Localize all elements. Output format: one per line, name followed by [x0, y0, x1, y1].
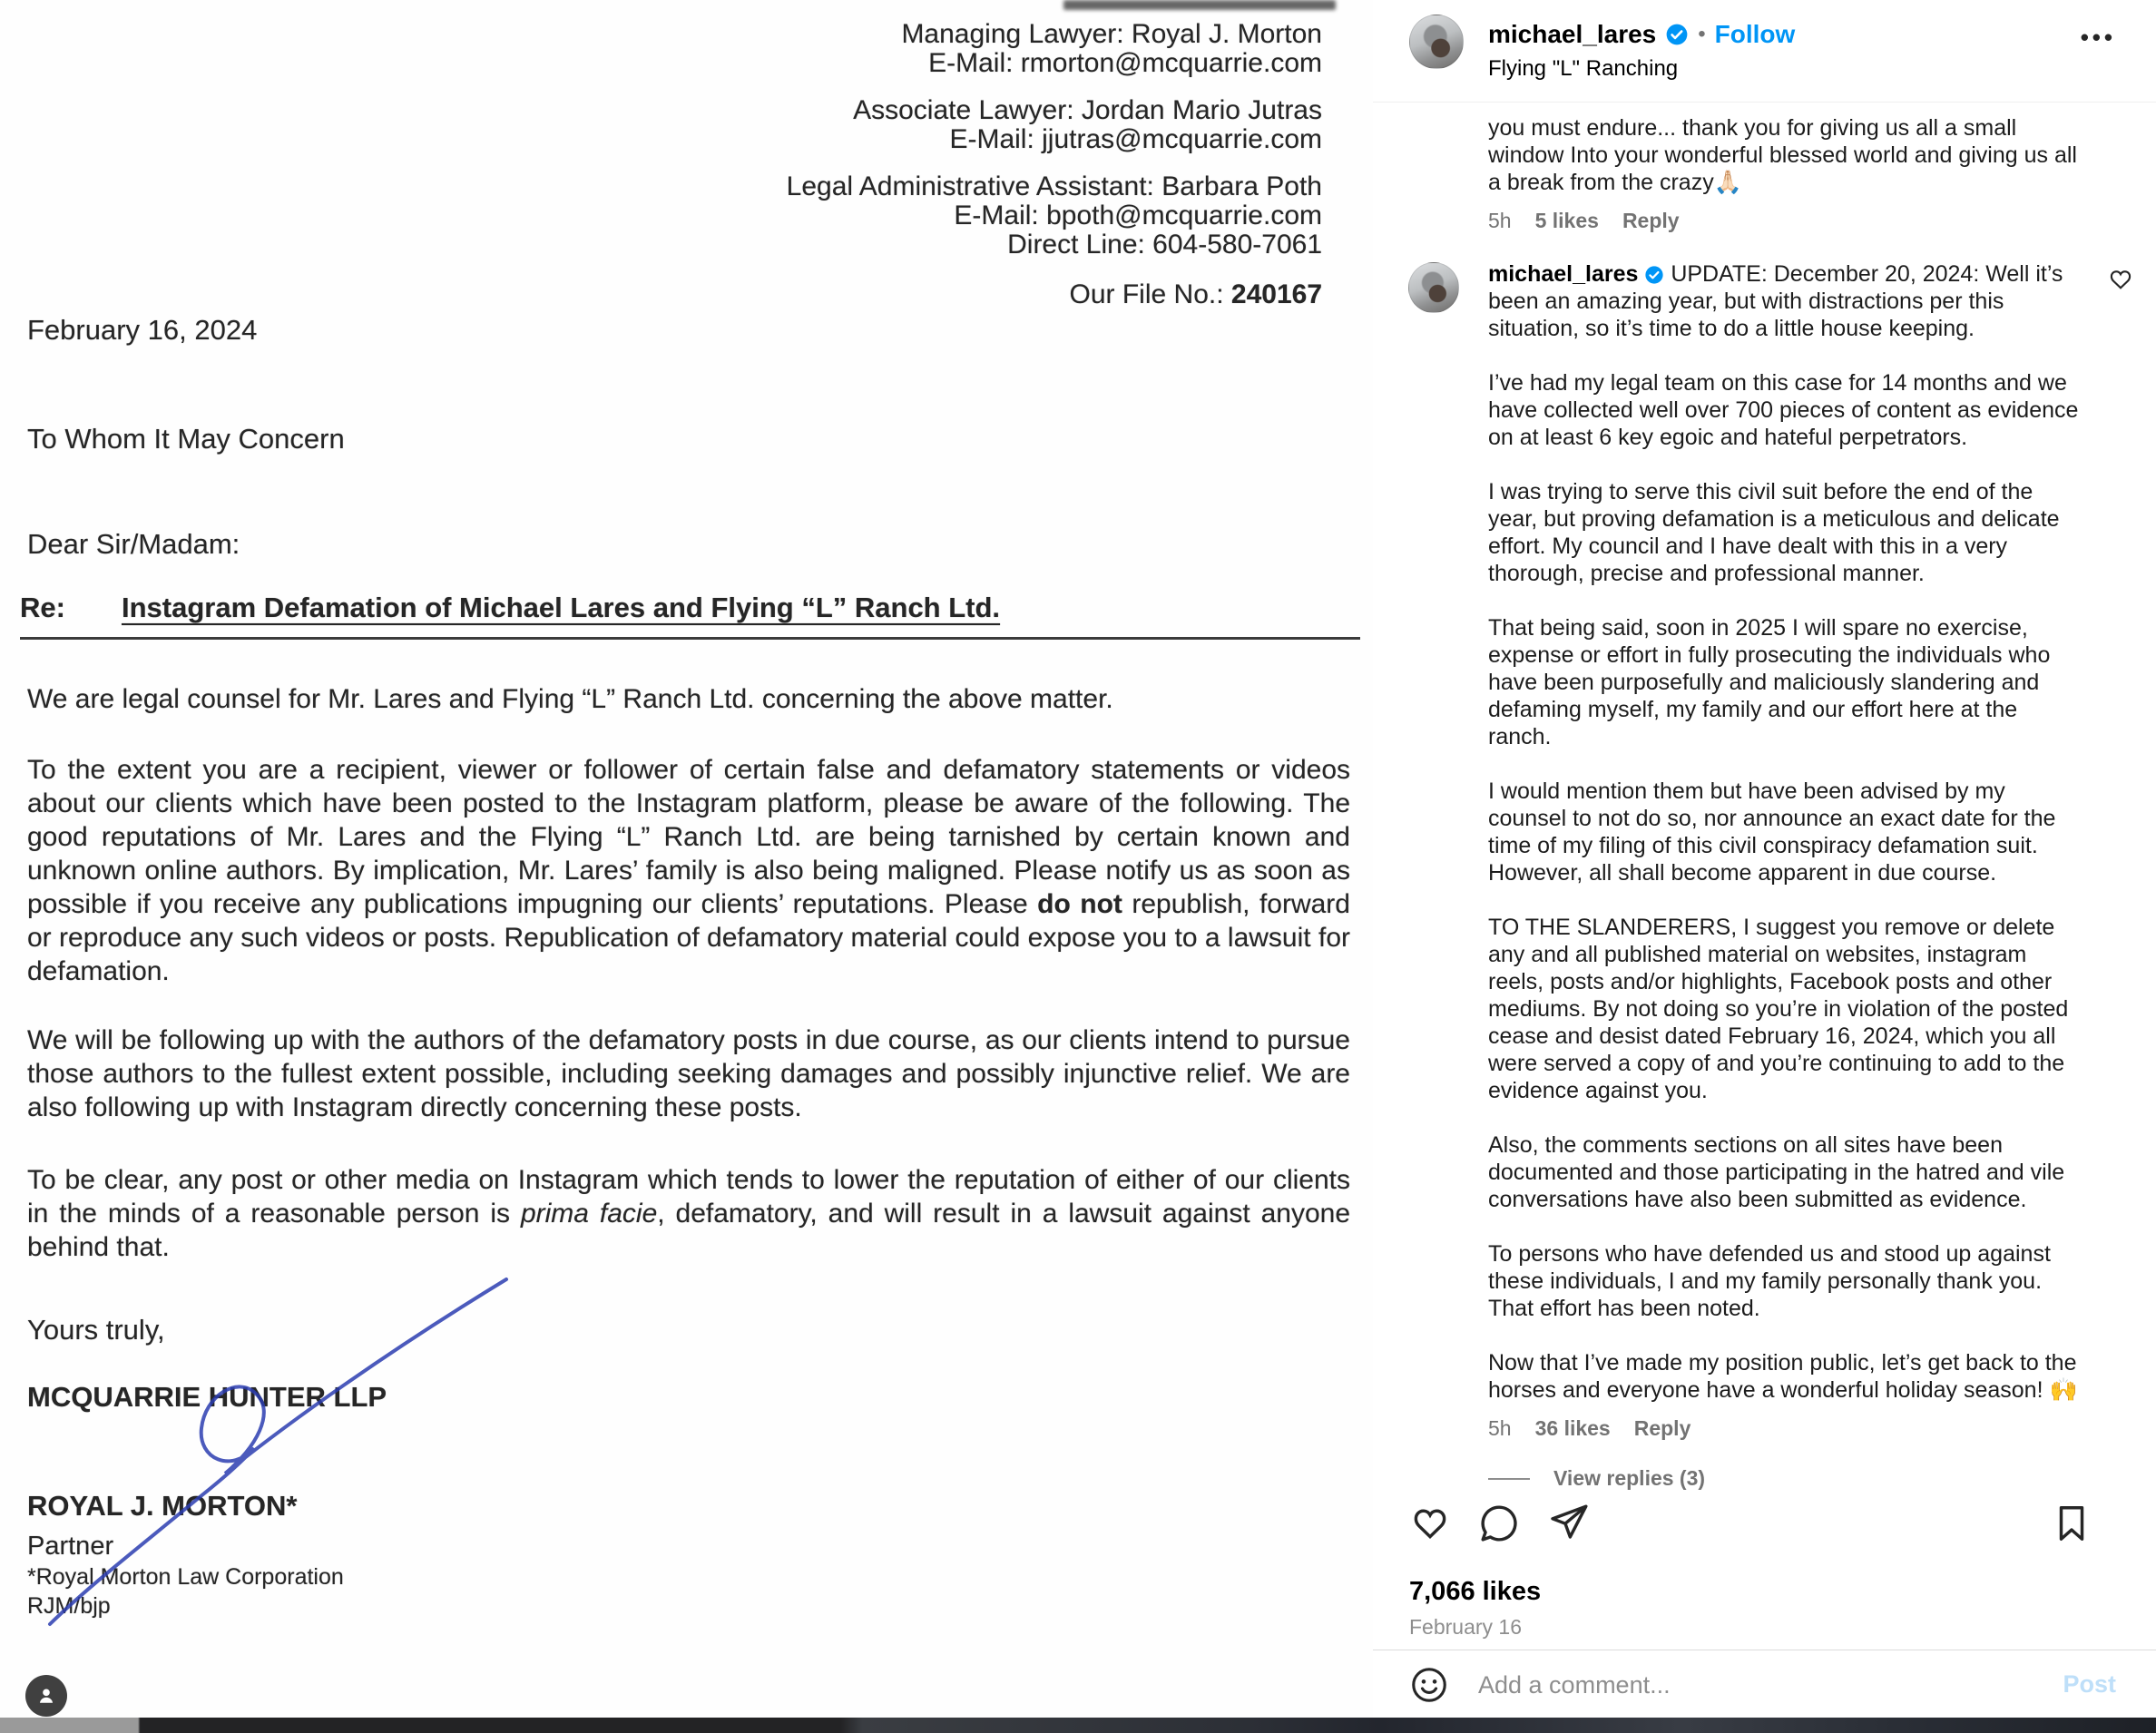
letter-associate-lawyer-email: E-Mail: jjutras@mcquarrie.com — [949, 124, 1322, 154]
verified-badge-icon — [1644, 265, 1664, 285]
letter-contact-block — [787, 20, 1322, 278]
share-plane-icon[interactable] — [1548, 1503, 1590, 1544]
letter-managing-lawyer-email: E-Mail: rmorton@mcquarrie.com — [928, 48, 1322, 78]
comment-time: 5h — [1488, 209, 1512, 232]
avatar[interactable] — [1409, 15, 1464, 69]
next-media-edge — [0, 1718, 2156, 1733]
comments-scroll-area[interactable] — [1373, 102, 2156, 1491]
letter-signer-name: ROYAL J. MORTON* — [27, 1490, 298, 1522]
comment-time: 5h — [1488, 1416, 1512, 1440]
comments-pane — [1373, 0, 2156, 1718]
letter-re-line — [20, 592, 1360, 640]
tagged-people-button[interactable] — [25, 1675, 67, 1717]
comment-reply-button[interactable]: Reply — [1633, 1416, 1691, 1440]
comment-paragraph: I’ve had my legal team on this case for 14 months and we have collected well over 700 pieces of content as evidence on at least 6 key egoic and hateful perpetrators. — [1488, 370, 2079, 450]
post-header — [1373, 0, 2156, 103]
emoji-smiley-icon[interactable] — [1409, 1665, 1449, 1705]
letter-associate-lawyer: Associate Lawyer: Jordan Mario Jutras — [853, 95, 1322, 125]
post-date: February 16 — [1409, 1615, 1523, 1639]
like-heart-icon[interactable] — [1409, 1503, 1451, 1544]
comment-bubble-icon[interactable] — [1478, 1503, 1520, 1544]
letter-paragraph-3: We will be following up with the authors of the defamatory posts in due course, as our clients intend to pursue those authors to the fullest extent possible, including seeking damages and possibly injunctive relief. We are also following up with Instagram directly concerning these posts. — [27, 1025, 1350, 1122]
letter-paragraph-2: To the extent you are a recipient, viewer or follower of certain false and defamatory statements or videos about our clients which have been posted to the Instagram platform, please be aware of the following. The good reputations of Mr. Lares and the Flying “L” Ranch Ltd. are being tarnished by certain known and unknown online authors. By implication, Mr. Lares’ family is also being maligned. Please notify us as soon as possible if you receive any publications impugning our clients’ reputations. Please do not republish, forward or reproduce any such videos or posts. Republication of defamatory material could expose you to a lawsuit for defamation. — [27, 755, 1350, 986]
comment-paragraph: Also, the comments sections on all sites have been documented and those participating in the hatred and vile conversations have also been submitted as evidence. — [1488, 1132, 2065, 1212]
letter-legal-assistant-email: E-Mail: bpoth@mcquarrie.com — [954, 201, 1322, 230]
follow-button[interactable]: Follow — [1714, 20, 1796, 48]
letter-paragraph-1: We are legal counsel for Mr. Lares and Flying “L” Ranch Ltd. concerning the above matter. — [27, 684, 1113, 714]
letter-closing: Yours truly, — [27, 1314, 165, 1346]
comment-text: you must endure... thank you for giving us all a small window Into your wonderful blessed world and giving us all a break from the crazy🙏🏻 — [1488, 115, 2077, 195]
letter-direct-line: Direct Line: 604-580-7061 — [1007, 230, 1322, 259]
comment-author-update — [1488, 260, 2111, 1491]
comment-paragraph: That being said, soon in 2025 I will spare no exercise, expense or effort in fully prosecuting the individuals who have been purposefully and maliciously slandering and defaming myself, my family and our effort here at the ranch. — [1488, 615, 2051, 749]
bookmark-icon[interactable] — [2051, 1503, 2092, 1544]
comment-likes[interactable]: 5 likes — [1534, 209, 1599, 232]
letter-firm-name: MCQUARRIE HUNTER LLP — [27, 1381, 387, 1413]
avatar[interactable] — [1408, 262, 1459, 313]
comment-likes[interactable]: 36 likes — [1534, 1416, 1611, 1440]
letter-re-label: Re: — [20, 592, 65, 623]
comment-paragraph: michael_lares UPDATE: December 20, 2024: Well it’s been an amazing year, but with distractions per this situation, so it’s time to do a little house keeping. — [1488, 261, 2063, 341]
verified-badge-icon — [1665, 23, 1689, 46]
letter-signer-note: *Royal Morton Law Corporation — [27, 1564, 344, 1590]
tagged-people-icon — [34, 1684, 58, 1708]
letter-file-number: Our File No.: 240167 — [1069, 279, 1322, 309]
letter-managing-lawyer: Managing Lawyer: Royal J. Morton — [901, 19, 1322, 49]
comment-composer — [1373, 1650, 2156, 1719]
more-options-icon[interactable]: ••• — [2080, 24, 2116, 51]
comment-paragraph: I would mention them but have been advised by my counsel to not do so, nor announce an exact date for the time of my filing of this civil conspiracy defamation suit. However, all shall become apparent in due course. — [1488, 778, 2056, 886]
letter-reference-initials: RJM/bjp — [27, 1593, 111, 1619]
view-replies-button[interactable]: View replies (3) — [1488, 1466, 2111, 1491]
letter-signer-title: Partner — [27, 1532, 114, 1561]
likes-count[interactable]: 7,066 likes — [1409, 1577, 1542, 1606]
add-comment-input[interactable] — [1476, 1670, 1988, 1700]
username-link[interactable]: michael_lares — [1488, 261, 1639, 287]
post-action-bar — [1409, 1503, 2116, 1546]
comment-paragraph: TO THE SLANDERERS, I suggest you remove or delete any and all published material on websites, instagram reels, posts and/or highlights, Facebook posts and other mediums. By not doing so you’re in violation of the posted cease and desist dated February 16, 2024, which you all were served a copy of and you’re continuing to add to the evidence against you. — [1488, 915, 2069, 1103]
separator-dot: • — [1698, 22, 1706, 46]
comment-like-heart-icon[interactable] — [2107, 266, 2134, 293]
comment-paragraph: To persons who have defended us and stood up against these individuals, I and my family personally thank you. That effort has been noted. — [1488, 1241, 2051, 1321]
comment-paragraph: I was trying to serve this civil suit before the end of the year, but proving defamation is a meticulous and delicate effort. My council and I have dealt with this in a very thorough, precise and professional manner. — [1488, 479, 2060, 586]
post-subtitle[interactable]: Flying "L" Ranching — [1488, 56, 1679, 81]
letter-paragraph-4: To be clear, any post or other media on Instagram which tends to lower the reputation of either of our clients in the minds of a reasonable person is prima facie, defamatory, and will result in a lawsuit against anyone behind that. — [27, 1165, 1351, 1262]
letter-salutation: Dear Sir/Madam: — [27, 528, 240, 560]
post-comment-button[interactable]: Post — [2063, 1670, 2116, 1698]
letter-legal-assistant: Legal Administrative Assistant: Barbara Poth — [786, 171, 1322, 201]
username-link[interactable]: michael_lares — [1488, 20, 1657, 48]
letter-date: February 16, 2024 — [27, 314, 258, 346]
comment-paragraph: Now that I’ve made my position public, let’s get back to the horses and everyone have a wonderful holiday season! 🙌 — [1488, 1350, 2078, 1403]
comment-reply-button[interactable]: Reply — [1622, 209, 1680, 232]
scan-artifact — [1063, 0, 1336, 10]
letter-to-whom: To Whom It May Concern — [27, 423, 345, 455]
letter-re-subject: Instagram Defamation of Michael Lares and Flying “L” Ranch Ltd. — [122, 592, 1001, 623]
replies-divider-line — [1488, 1478, 1530, 1480]
comment-partial — [1488, 114, 2111, 233]
